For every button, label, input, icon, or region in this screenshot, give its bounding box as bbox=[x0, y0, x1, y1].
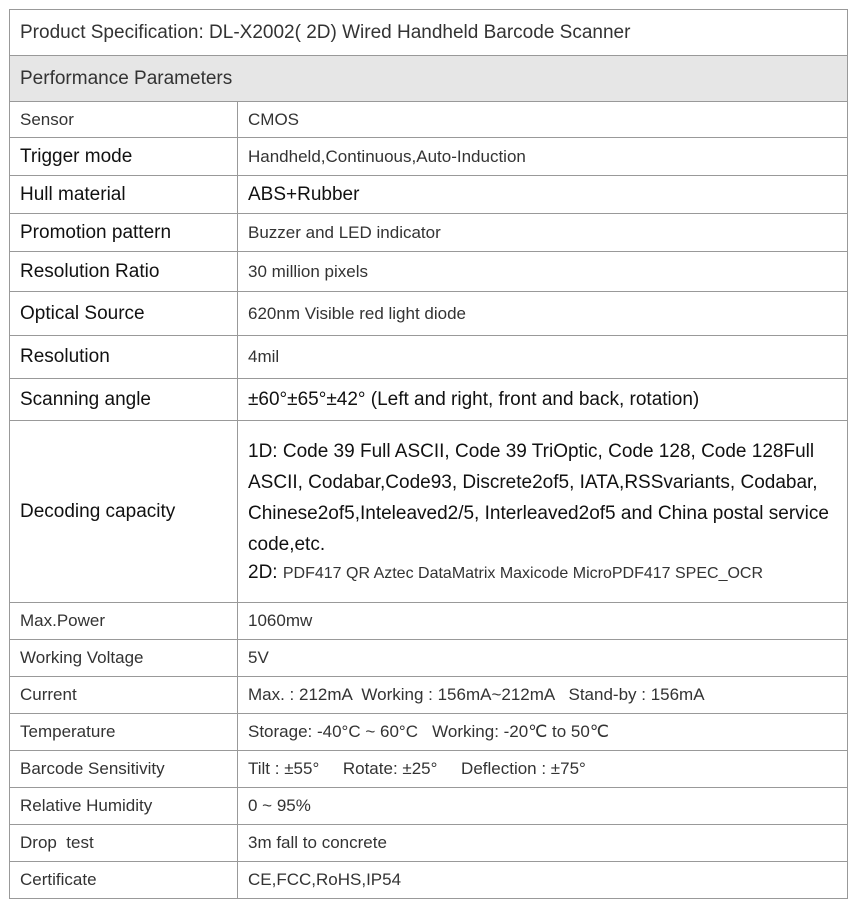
table-row bbox=[10, 788, 848, 825]
row-value: 4mil bbox=[238, 336, 848, 379]
table-row bbox=[10, 421, 848, 603]
table-row bbox=[10, 825, 848, 862]
row-label: Drop test bbox=[10, 825, 238, 862]
row-value: 30 million pixels bbox=[238, 252, 848, 292]
row-value: ±60°±65°±42° (Left and right, front and back, rotation) bbox=[238, 379, 848, 421]
table-row bbox=[10, 862, 848, 899]
row-value: Storage: -40°C ~ 60°C Working: -20℃ to 50℃ bbox=[238, 714, 848, 751]
row-label: Promotion pattern bbox=[10, 214, 238, 252]
row-label: Current bbox=[10, 677, 238, 714]
table-row bbox=[10, 252, 848, 292]
row-value: Handheld,Continuous,Auto-Induction bbox=[238, 138, 848, 176]
decoding-capacity-value bbox=[238, 421, 848, 603]
row-value: CE,FCC,RoHS,IP54 bbox=[238, 862, 848, 899]
spec-title: Product Specification: DL-X2002( 2D) Wired Handheld Barcode Scanner bbox=[10, 10, 848, 56]
row-value: Buzzer and LED indicator bbox=[238, 214, 848, 252]
row-label: Trigger mode bbox=[10, 138, 238, 176]
table-row bbox=[10, 379, 848, 421]
row-label: Barcode Sensitivity bbox=[10, 751, 238, 788]
table-row bbox=[10, 176, 848, 214]
table-row bbox=[10, 102, 848, 138]
decoding-2d-line bbox=[248, 560, 837, 587]
table-row bbox=[10, 138, 848, 176]
row-value: 620nm Visible red light diode bbox=[238, 292, 848, 336]
row-label: Max.Power bbox=[10, 603, 238, 640]
row-label: Relative Humidity bbox=[10, 788, 238, 825]
row-label: Scanning angle bbox=[10, 379, 238, 421]
table-row bbox=[10, 677, 848, 714]
table-row bbox=[10, 214, 848, 252]
row-value: Tilt : ±55° Rotate: ±25° Deflection : ±75° bbox=[238, 751, 848, 788]
table-row bbox=[10, 603, 848, 640]
spec-table bbox=[9, 9, 848, 899]
row-value: 3m fall to concrete bbox=[238, 825, 848, 862]
row-value: CMOS bbox=[238, 102, 848, 138]
section-row bbox=[10, 56, 848, 102]
table-row bbox=[10, 640, 848, 677]
row-label: Resolution bbox=[10, 336, 238, 379]
row-label: Resolution Ratio bbox=[10, 252, 238, 292]
row-label: Hull material bbox=[10, 176, 238, 214]
table-row bbox=[10, 751, 848, 788]
section-heading: Performance Parameters bbox=[10, 56, 848, 102]
row-label: Optical Source bbox=[10, 292, 238, 336]
table-row bbox=[10, 714, 848, 751]
row-value: Max. : 212mA Working : 156mA~212mA Stand-by : 156mA bbox=[238, 677, 848, 714]
row-label: Decoding capacity bbox=[10, 421, 238, 603]
decoding-1d-text: 1D: Code 39 Full ASCII, Code 39 TriOptic, Code 128, Code 128Full ASCII, Codabar,Code93, Discrete2of5, IATA,RSSvariants, Codabar, Chinese2of5,Inteleaved2/5, Interleaved2of5 and China postal service code,etc. bbox=[248, 441, 829, 555]
row-label: Sensor bbox=[10, 102, 238, 138]
decoding-2d-text: PDF417 QR Aztec DataMatrix Maxicode MicroPDF417 SPEC_OCR bbox=[282, 565, 764, 582]
row-label: Temperature bbox=[10, 714, 238, 751]
row-label: Working Voltage bbox=[10, 640, 238, 677]
title-row bbox=[10, 10, 848, 56]
row-value: 5V bbox=[238, 640, 848, 677]
decoding-2d-prefix: 2D: bbox=[248, 562, 278, 583]
row-value: ABS+Rubber bbox=[238, 176, 848, 214]
row-value: 1060mw bbox=[238, 603, 848, 640]
row-label: Certificate bbox=[10, 862, 238, 899]
table-row bbox=[10, 336, 848, 379]
table-row bbox=[10, 292, 848, 336]
row-value: 0 ~ 95% bbox=[238, 788, 848, 825]
